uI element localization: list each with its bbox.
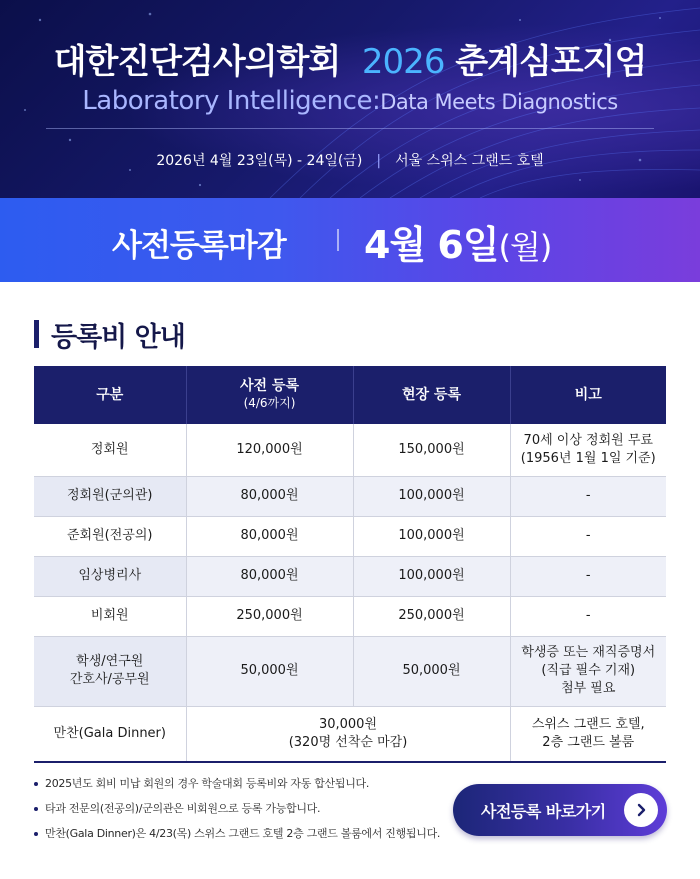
row-note: - <box>510 556 666 596</box>
deadline-weekday: (월) <box>498 228 552 266</box>
table-row <box>34 516 666 556</box>
table-header-row <box>34 366 666 424</box>
event-meta <box>0 150 700 170</box>
table-row <box>34 636 666 706</box>
row-note: - <box>510 596 666 636</box>
row-category: 정회원(군의관) <box>34 476 186 516</box>
header-pre-registration: 사전 등록 (4/6까지) <box>186 366 353 424</box>
row-note: 70세 이상 정회원 무료 (1956년 1월 1일 기준) <box>510 424 666 476</box>
section-bar <box>34 320 39 348</box>
pre-registration-label[interactable]: 사전등록 바로가기 <box>481 802 606 821</box>
row-pre-fee: 80,000원 <box>186 516 353 556</box>
chevron-right-icon[interactable] <box>624 793 658 827</box>
subtitle-main: Laboratory Intelligence: <box>82 86 381 116</box>
list-item: 2025년도 회비 미납 회원의 경우 학술대회 등록비와 자동 합산됩니다. <box>34 776 454 792</box>
gala-note: 스위스 그랜드 호텔, 2층 그랜드 볼룸 <box>510 706 666 762</box>
row-pre-fee: 80,000원 <box>186 556 353 596</box>
row-note: - <box>510 476 666 516</box>
list-item: 만찬(Gala Dinner)은 4/23(목) 스위스 그랜드 호텔 2층 그랜드 볼룸에서 진행됩니다. <box>34 826 454 842</box>
table-row <box>34 556 666 596</box>
row-category: 임상병리사 <box>34 556 186 596</box>
row-onsite-fee: 150,000원 <box>353 424 510 476</box>
row-category: 학생/연구원 간호사/공무원 <box>34 636 186 706</box>
row-note: 학생증 또는 재직증명서 (직급 필수 기재) 첨부 필요 <box>510 636 666 706</box>
society-name: 대한진단검사의학회 <box>53 42 341 82</box>
deadline-banner <box>0 198 700 282</box>
row-pre-fee: 50,000원 <box>186 636 353 706</box>
event-subtitle <box>0 86 700 116</box>
list-item: 타과 전문의(전공의)/군의관은 비회원으로 등록 가능합니다. <box>34 801 454 817</box>
bullet-icon <box>34 782 38 786</box>
event-venue: 서울 스위스 그랜드 호텔 <box>395 153 544 169</box>
deadline-date <box>364 214 551 269</box>
table-row-gala <box>34 706 666 762</box>
hero-divider <box>46 128 654 129</box>
row-pre-fee: 250,000원 <box>186 596 353 636</box>
row-onsite-fee: 100,000원 <box>353 516 510 556</box>
row-note: - <box>510 516 666 556</box>
subtitle-rest: Data Meets Diagnostics <box>380 90 618 114</box>
deadline-day: 4월 6일 <box>364 223 499 267</box>
row-category: 정회원 <box>34 424 186 476</box>
section-title: 등록비 안내 <box>51 321 185 353</box>
table-row <box>34 476 666 516</box>
event-name: 춘계심포지엄 <box>455 42 647 82</box>
row-category: 비회원 <box>34 596 186 636</box>
row-pre-fee: 80,000원 <box>186 476 353 516</box>
registration-fee-table <box>34 366 666 763</box>
meta-separator: | <box>376 153 382 169</box>
row-pre-fee: 120,000원 <box>186 424 353 476</box>
section-heading <box>34 318 185 353</box>
row-onsite-fee: 100,000원 <box>353 476 510 516</box>
gala-category: 만찬(Gala Dinner) <box>34 706 186 762</box>
event-year: 2026 <box>361 42 445 82</box>
pre-registration-button[interactable] <box>453 784 667 836</box>
banner-divider <box>337 229 339 251</box>
notes-list <box>34 776 454 851</box>
event-date: 2026년 4월 23일(목) - 24일(금) <box>156 153 363 169</box>
header-note: 비고 <box>510 366 666 424</box>
row-onsite-fee: 100,000원 <box>353 556 510 596</box>
row-onsite-fee: 50,000원 <box>353 636 510 706</box>
bullet-icon <box>34 807 38 811</box>
header-onsite-registration: 현장 등록 <box>353 366 510 424</box>
row-category: 준회원(전공의) <box>34 516 186 556</box>
bullet-icon <box>34 832 38 836</box>
table-row <box>34 596 666 636</box>
hero-header <box>0 0 700 198</box>
header-category: 구분 <box>34 366 186 424</box>
deadline-label: 사전등록마감 <box>112 228 286 264</box>
row-onsite-fee: 250,000원 <box>353 596 510 636</box>
event-title <box>0 34 700 83</box>
gala-fee: 30,000원 (320명 선착순 마감) <box>186 706 510 762</box>
header-pre-deadline: (4/6까지) <box>243 396 296 410</box>
table-row <box>34 424 666 476</box>
